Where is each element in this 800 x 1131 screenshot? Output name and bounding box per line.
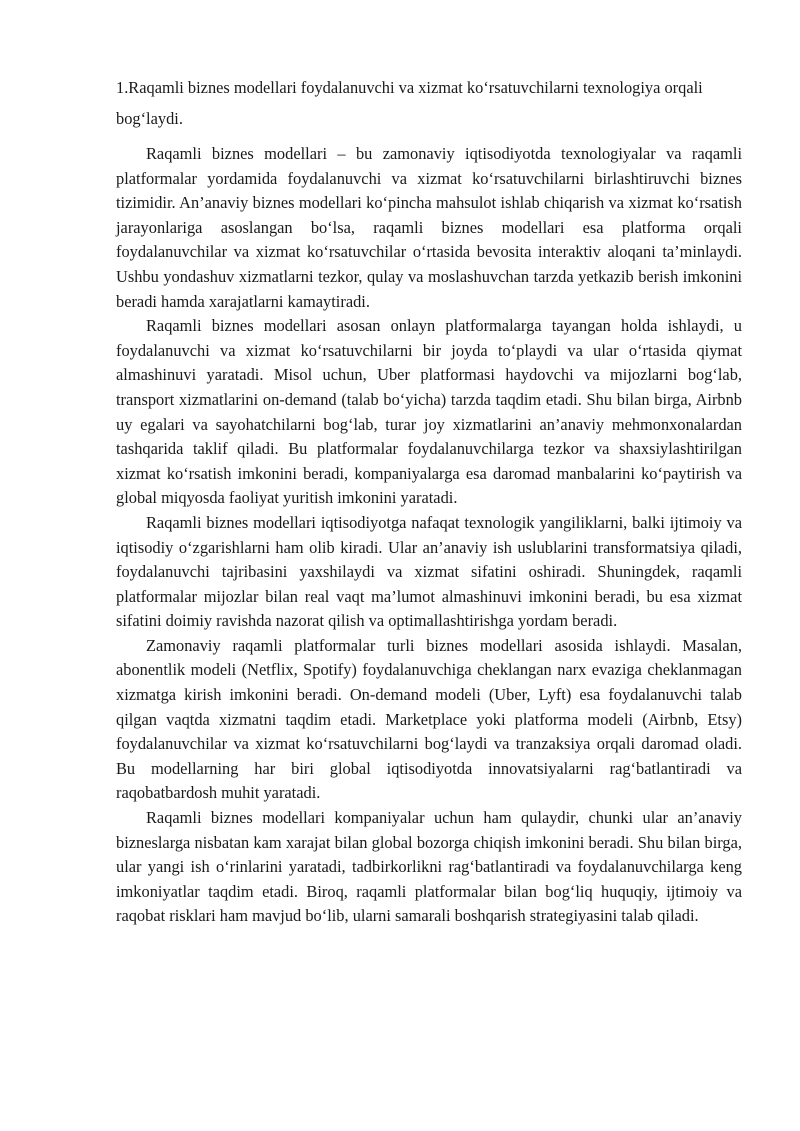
paragraph-3: Raqamli biznes modellari iqtisodiyotga nafaqat texnologik yangiliklarni, balki ijtimoiy va iqtisodiy o‘zgarishlarni ham olib kiradi. Ular an’anaviy ish uslublarini transformatsiya qiladi, foydalanuvchi tajribasini yaxshilaydi va xizmat sifatini oshiradi. Shuningdek, raqamli platformalar mijozlar bilan real vaqt ma’lumot almashinuvi imkonini beradi, bu esa xizmat sifatini doimiy ravishda nazorat qilish va optimallashtirishga yordam beradi.: [116, 512, 742, 631]
paragraph-2: Raqamli biznes modellari asosan onlayn platformalarga tayangan holda ishlaydi, u foydalanuvchi va xizmat ko‘rsatuvchilarni bir joyda to‘playdi va ular o‘rtasida qiymat almashinuvi yaratadi. Misol uchun, Uber platformasi haydovchi va mijozlarni bog‘lab, transport xizmatlarini on-demand (talab bo‘yicha) tarzda taqdim etadi. Shu bilan birga, Airbnb uy egalari va sayohatchilarni bog‘lab, turar joy xizmatlarini an’anaviy mehmonxonalardan tashqarida taklif qiladi. Bu platformalar foydalanuvchilarga tezkor va shaxsiylashtirilgan xizmat ko‘rsatish imkonini beradi, kompaniyalarga esa daromad manbalarini ko‘paytirish va global miqyosda faoliyat yuritish imkonini yaratadi.: [116, 316, 742, 508]
paragraph-4: Zamonaviy raqamli platformalar turli biznes modellari asosida ishlaydi. Masalan, abonentlik modeli (Netflix, Spotify) foydalanuvchiga cheklangan narx evaziga cheklanmagan xizmatga kirish imkonini beradi. On-demand modeli (Uber, Lyft) esa foydalanuvchi talab qilgan vaqtda xizmatni taqdim etadi. Marketplace yoki platforma modeli (Airbnb, Etsy) foydalanuvchilar va xizmat ko‘rsatuvchilarni bog‘laydi va tranzaksiya orqali daromad oladi. Bu modellarning har biri global iqtisodiyotda innovatsiyalarni rag‘batlantiradi va raqobatbardosh muhit yaratadi.: [116, 635, 742, 803]
paragraph-5: Raqamli biznes modellari kompaniyalar uchun ham qulaydir, chunki ular an’anaviy bizneslarga nisbatan kam xarajat bilan global bozorga chiqish imkonini beradi. Shu bilan birga, ular yangi ish o‘rinlarini yaratadi, tadbirkorlikni rag‘batlantiradi va foydalanuvchilarga keng imkoniyatlar taqdim etadi. Biroq, raqamli platformalar bilan bog‘liq huquqiy, ijtimoiy va raqobat risklari ham mavjud bo‘lib, ularni samarali boshqarish strategiyasini talab qiladi.: [116, 808, 742, 926]
paragraph-1: Raqamli biznes modellari – bu zamonaviy iqtisodiyotda texnologiyalar va raqamli platformalar yordamida foydalanuvchi va xizmat ko‘rsatuvchilarni birlashtiruvchi biznes tizimidir. An’anaviy biznes modellari ko‘pincha mahsulot ishlab chiqarish va xizmat ko‘rsatish jarayonlariga asoslangan bo‘lsa, raqamli biznes modellari esa platforma orqali foydalanuvchilar va xizmat ko‘rsatuvchilar o‘rtasida bevosita interaktiv aloqani ta’minlaydi. Ushbu yondashuv xizmatlarni tezkor, qulay va moslashuvchan tarzda yetkazib berish imkonini beradi hamda xarajatlarni kamaytiradi.: [116, 144, 742, 311]
section-heading: 1.Raqamli biznes modellari foydalanuvchi va xizmat ko‘rsatuvchilarni texnologiya orqali bog‘laydi.: [116, 78, 703, 128]
document-page: [116, 72, 742, 929]
